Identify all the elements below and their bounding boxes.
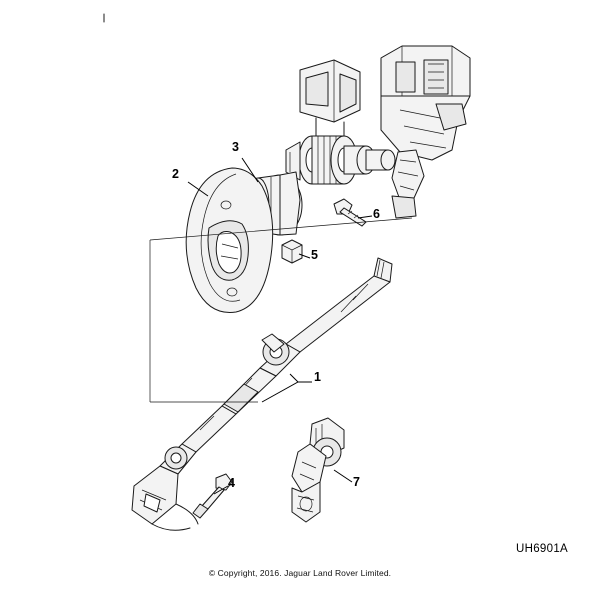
intermediate-shaft-part-1: [132, 258, 392, 530]
callout-4: 4: [228, 476, 236, 490]
callout-7: 7: [353, 475, 361, 489]
universal-joint-part-7: [292, 418, 344, 522]
part-code: UH6901A: [516, 543, 568, 555]
callout-1: 1: [314, 370, 322, 384]
steering-gear-assembly: [286, 46, 470, 218]
gear-stack: [299, 136, 395, 184]
callout-3: 3: [232, 140, 240, 154]
callout-2: 2: [172, 167, 180, 181]
copyright-notice: © Copyright, 2016. Jaguar Land Rover Limited.: [208, 568, 392, 578]
nut-part-5: [282, 240, 302, 263]
callout-5: 5: [311, 248, 319, 262]
callout-6: 6: [373, 207, 381, 221]
bolt-part-4: [193, 474, 232, 518]
